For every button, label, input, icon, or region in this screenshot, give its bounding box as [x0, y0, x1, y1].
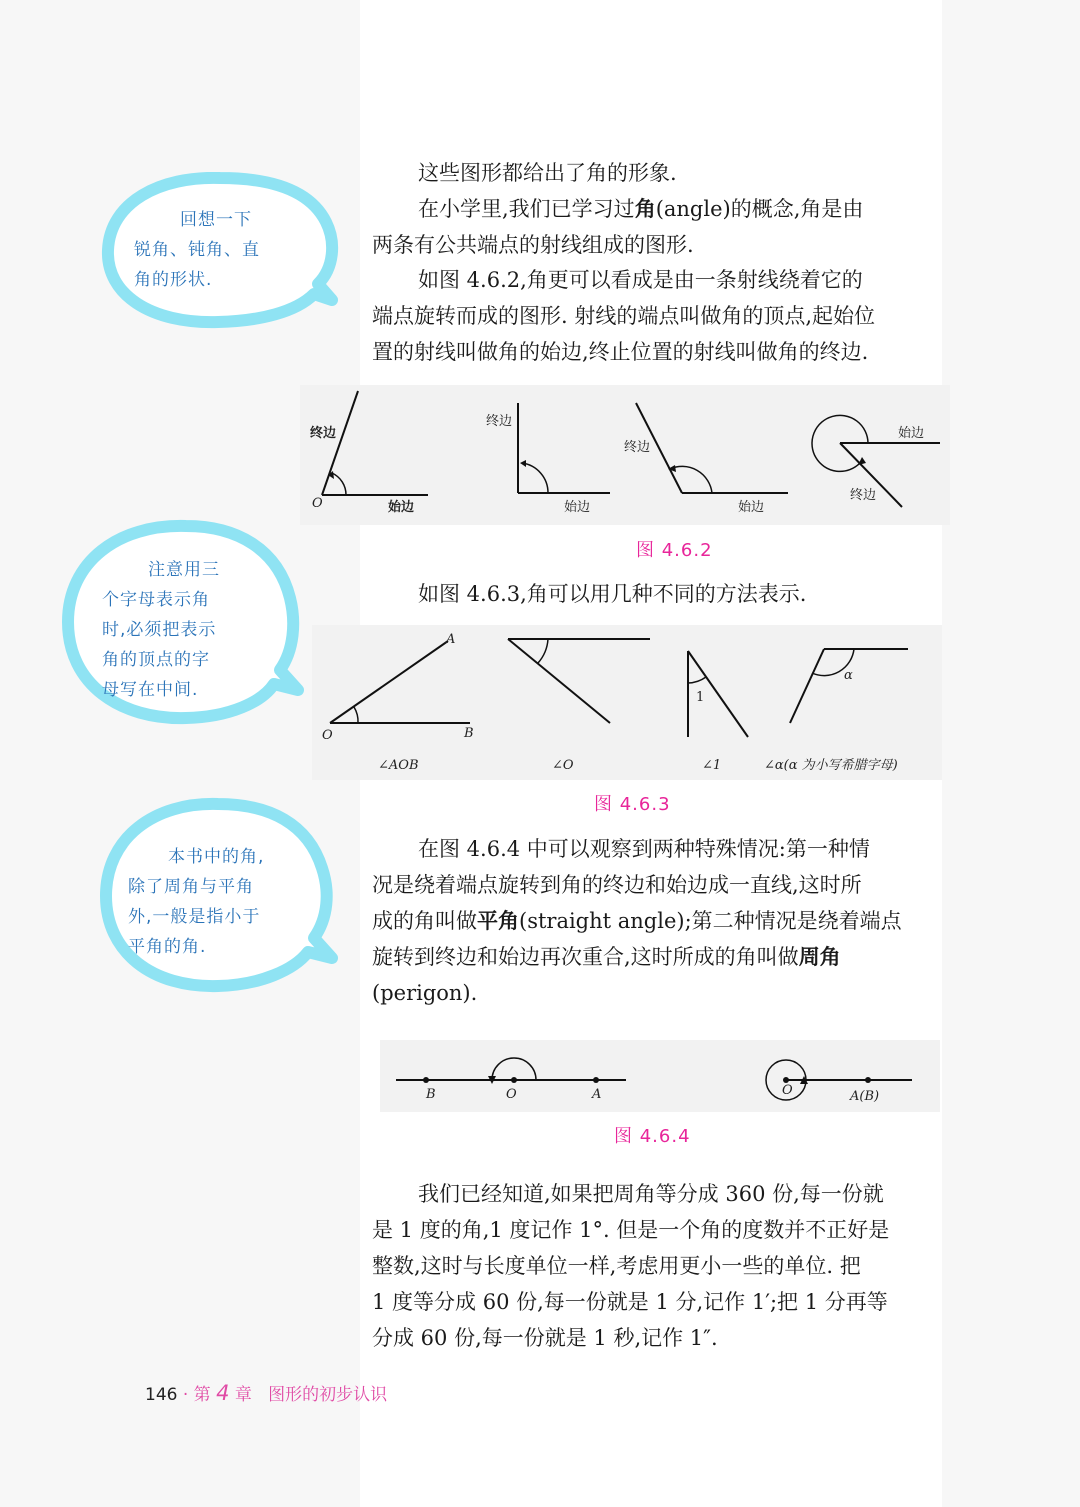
point-o-label: O — [782, 1083, 793, 1098]
text-span: 在小学里,我们已学习过 — [418, 197, 635, 221]
text-line: (perigon). — [372, 981, 478, 1005]
bubble-2-text — [102, 555, 220, 705]
text-line: 整数,这时与长度单位一样,考虑用更小一些的单位. 把 — [372, 1254, 861, 1278]
text-line: 我们已经知道,如果把周角等分成 360 份,每一份就 — [418, 1182, 884, 1206]
bubble-2-line: 注意用三 — [148, 560, 220, 580]
point-o — [511, 1077, 517, 1083]
bubble-2-line: 时,必须把表示 — [102, 620, 217, 640]
page-number: 146 — [145, 1385, 178, 1405]
right-margin-band — [942, 0, 1080, 1507]
point-o-label: O — [506, 1087, 517, 1102]
paragraph-3 — [372, 262, 940, 370]
point-b-label: B — [464, 726, 474, 741]
caption-4-6-4: 图 4.6.4 — [614, 1126, 691, 1147]
point-ab — [865, 1077, 871, 1083]
bubble-1-text — [134, 205, 260, 295]
text-span: (straight angle);第二种情况是绕着端点 — [519, 909, 902, 933]
bubble-3-line: 外,一般是指小于 — [128, 907, 261, 927]
text-span: (angle)的概念,角是由 — [655, 197, 864, 221]
text-line: 端点旋转而成的图形. 射线的端点叫做角的顶点,起始位 — [372, 304, 876, 328]
bubble-2-line: 母写在中间. — [102, 680, 199, 700]
chapter-suffix: 章 — [229, 1385, 252, 1405]
terminal-label: 终边 — [850, 488, 877, 503]
initial-label: 始边 — [564, 500, 591, 515]
terminal-label: 终边 — [486, 414, 513, 429]
text-line — [372, 939, 940, 975]
bubble-3-line: 本书中的角, — [168, 847, 265, 867]
bubble-3-text — [128, 842, 264, 962]
point-ab-label: A(B) — [850, 1089, 880, 1104]
bubble-1-line: 回想一下 — [180, 210, 252, 230]
paragraph-5 — [372, 831, 940, 1011]
point-o-label: O — [322, 728, 333, 743]
angle-o-label: ∠O — [552, 758, 574, 773]
angle-alpha-label: ∠α(α 为小写希腊字母) — [764, 758, 898, 773]
text-line: 如图 4.6.3,角可以用几种不同的方法表示. — [418, 582, 807, 606]
bubble-3-line: 平角的角. — [128, 937, 207, 957]
text-line: 分成 60 份,每一份就是 1 秒,记作 1″. — [372, 1326, 718, 1350]
text-line: 在图 4.6.4 中可以观察到两种特殊情况:第一种情 — [418, 837, 870, 861]
text-span: 成的角叫做 — [372, 909, 477, 933]
paragraph-6 — [372, 1176, 940, 1356]
chapter-number: 4 — [216, 1381, 230, 1405]
point-a-label: A — [592, 1087, 602, 1102]
figure-4-6-4 — [380, 1040, 940, 1112]
angle-aob-label: ∠AOB — [378, 758, 419, 773]
term-angle: 角 — [634, 197, 656, 221]
caption-4-6-2: 图 4.6.2 — [636, 540, 713, 561]
bubble-3-line: 除了周角与平角 — [128, 877, 254, 897]
text-line: 这些图形都给出了角的形象. — [418, 161, 677, 185]
chapter-prefix: 第 — [193, 1385, 217, 1405]
text-line: 是 1 度的角,1 度记作 1°. 但是一个角的度数并不正好是 — [372, 1218, 890, 1242]
text-line — [372, 903, 940, 939]
text-line: 况是绕着端点旋转到角的终边和始边成一直线,这时所 — [372, 873, 862, 897]
point-a-label: A — [446, 632, 456, 647]
bubble-1-line: 角的形状. — [134, 270, 213, 290]
bubble-1-line: 锐角、钝角、直 — [134, 240, 260, 260]
bubble-2-line: 个字母表示角 — [102, 590, 210, 610]
text-line — [372, 191, 940, 227]
point-a — [593, 1077, 599, 1083]
point-b — [423, 1077, 429, 1083]
angle-1-label: ∠1 — [702, 758, 722, 773]
initial-label: 始边 — [738, 500, 765, 515]
text-line: 置的射线叫做角的始边,终止位置的射线叫做角的终边. — [372, 340, 869, 364]
term-perigon: 周角 — [798, 945, 841, 969]
text-line: 两条有公共端点的射线组成的图形. — [372, 233, 694, 257]
paragraph-1 — [372, 155, 940, 191]
initial-label: 始边 — [388, 500, 415, 515]
paragraph-2 — [372, 191, 940, 263]
vertex-label: O — [312, 496, 323, 511]
alpha-symbol: α — [844, 668, 853, 683]
terminal-label: 终边 — [310, 426, 337, 441]
terminal-label: 终边 — [624, 440, 651, 455]
page-footer — [145, 1380, 387, 1405]
text-line: 1 度等分成 60 份,每一份就是 1 分,记作 1′;把 1 分再等 — [372, 1290, 888, 1314]
term-straight-angle: 平角 — [477, 909, 519, 933]
text-line: 如图 4.6.2,角更可以看成是由一条射线绕着它的 — [418, 268, 863, 292]
initial-label: 始边 — [898, 426, 925, 441]
footer-separator: · — [177, 1385, 194, 1405]
chapter-title: 图形的初步认识 — [268, 1385, 388, 1405]
figure-4-6-3 — [312, 625, 942, 780]
figure-4-6-2 — [300, 385, 950, 525]
angle-number-label: 1 — [696, 690, 705, 705]
caption-4-6-3: 图 4.6.3 — [594, 794, 671, 815]
bubble-2-line: 角的顶点的字 — [102, 650, 210, 670]
paragraph-4 — [372, 576, 940, 612]
text-span: 旋转到终边和始边再次重合,这时所成的角叫做 — [372, 945, 799, 969]
point-b-label: B — [426, 1087, 436, 1102]
